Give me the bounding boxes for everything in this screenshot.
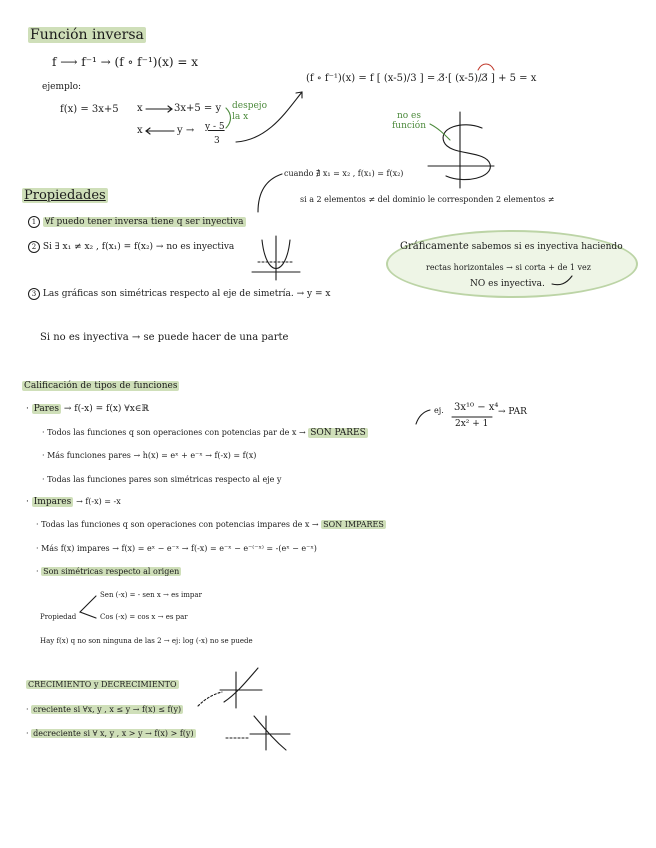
graphical-note-line3: NO es inyectiva. [470,279,545,289]
pares-example-brace [416,410,430,424]
property-2 [28,241,234,253]
creciente-line: · creciente si ∀x, y , x ≤ y → f(x) ≤ f(y) [26,705,182,714]
pares-bullet-2: · Más funciones pares → h(x) = eˣ + e⁻ˣ → f(-x) = f(x) [42,451,257,460]
function-definition: f(x) = 3x+5 [60,104,119,115]
no-funcion-arrow [430,124,450,140]
property-sen: Sen (-x) = - sen x → es impar [100,591,202,599]
increasing-graph-curve [224,668,258,702]
section-title-inverse: Función inversa [30,27,144,43]
pares-definition: → f(-x) = f(x) ∀x∈ℝ [63,404,149,414]
property-3-text: Las gráficas son simétricas respecto al eje de simetría. → y = x [42,289,331,299]
property-3 [28,288,330,300]
cuando-arrow [258,174,282,212]
despejo-note: despejo la x [232,101,268,123]
si-no-inyectiva: Si no es inyectiva → se puede hacer de una parte [40,332,289,343]
property-2-number: 2 [28,241,40,253]
pares-example-denominator: 2x² + 1 [455,419,489,429]
property-brace [80,596,96,618]
pares-label: Pares [33,404,59,414]
pares-line: · Pares → f(-x) = f(x) ∀x∈ℝ [26,404,149,414]
pares-bullet-3: · Todas las funciones pares son simétricas respecto al eje y [42,475,282,484]
map-back-from: x [137,125,143,136]
graphical-note-line1 [400,242,623,252]
impares-label: Impares [33,497,72,507]
property-3-number: 3 [28,288,40,300]
ninguna-line: Hay f(x) q no son ninguna de las 2 → ej: log (-x) no se puede [40,637,253,645]
pares-bullet-1-highlight: SON PARES [310,428,366,438]
impares-bullet-1-highlight: SON IMPARES [323,520,384,529]
section-title-properties: Propiedades [24,188,106,203]
property-1-text: ∀f puedo tener inversa tiene q ser inyectiva [44,217,244,227]
pares-bullet-1: · Todos las funciones q son operaciones con potencias par de x → SON PARES [42,428,366,438]
impares-bullet-1: · Todas las funciones q son operaciones con potencias impares de x → SON IMPARES [36,520,384,529]
property-1-number: 1 [28,216,40,228]
two-elements-note: si a 2 elementos ≠ del dominio le corresponden 2 elementos ≠ [300,195,555,204]
red-cancel-arc [478,64,494,70]
example-label: ejemplo: [42,82,82,92]
increasing-dashed-arrow [198,692,222,706]
pares-bullet-2-text: Más funciones pares → h(x) = eˣ + e⁻ˣ → f(-x) = f(x) [47,451,257,460]
pares-bullet-1-text: Todos las funciones q son operaciones con potencias par de x → [47,428,306,437]
section-title-growth: CRECIMIENTO y DECRECIMIENTO [28,680,177,689]
section-title-classification: Calificación de tipos de funciones [24,381,178,391]
map-back-fraction-num: y - 5 [205,122,225,132]
parabola-curve [262,240,290,269]
decreciente-line: · decreciente si ∀ x, y , x > y → f(x) > f(y) [26,729,194,738]
property-cos: Cos (-x) = cos x → es par [100,613,188,621]
creciente-text: creciente si ∀x, y , x ≤ y → f(x) ≤ f(y) [33,705,182,714]
s-curve-graph [443,125,490,180]
property-2-text: Si ∃ x₁ ≠ x₂ , f(x₁) = f(x₂) → no es inyectiva [42,242,235,252]
graphical-note-line1-rest: sabemos si es inyectiva haciendo [471,242,623,252]
map-back-to: y → [177,125,195,136]
property-1 [28,216,246,228]
property-label: Propiedad [40,613,77,621]
map-forward-to: 3x+5 = y [174,103,222,114]
map-back-fraction-den: 3 [214,136,220,146]
composition-result: (f ∘ f⁻¹)(x) = f [ (x-5)/3 ] = 3̸·[ (x-5)/3̸ ] + 5 = x [306,73,537,84]
impares-bullet-2-text: Más f(x) impares → f(x) = eˣ − e⁻ˣ → f(-x) = e⁻ˣ − e⁻⁽⁻ˣ⁾ = -(eˣ − e⁻ˣ) [41,544,317,553]
graphical-note-title: Gráficamente [400,241,469,252]
graphical-note-line2: rectas horizontales → si corta + de 1 vez [426,263,591,272]
map-forward-from: x [137,103,143,114]
decreciente-text: decreciente si ∀ x, y , x > y → f(x) > f(y) [33,729,194,738]
pares-example-prefix: ej. [434,406,444,415]
pares-example-result: → PAR [498,407,527,417]
decreasing-graph-curve [254,716,286,750]
impares-definition: → f(-x) = -x [76,497,121,506]
composition-definition: f ⟶ f⁻¹ → (f ∘ f⁻¹)(x) = x [52,55,199,69]
despejo-brace [226,108,231,128]
impares-line: · Impares → f(-x) = -x [26,497,121,507]
impares-bullet-3: · Son simétricas respecto al origen [36,567,180,576]
no-funcion-note: no es función [391,111,427,132]
pares-example-numerator: 3x¹⁰ − x⁴ [454,402,499,413]
impares-bullet-2: · Más f(x) impares → f(x) = eˣ − e⁻ˣ → f(-x) = e⁻ˣ − e⁻⁽⁻ˣ⁾ = -(eˣ − e⁻ˣ) [36,544,317,553]
impares-bullet-3-text: Son simétricas respecto al origen [43,567,180,576]
pares-bullet-3-text: Todas las funciones pares son simétricas respecto al eje y [47,475,282,484]
cuando-note: cuando ∄ x₁ = x₂ , f(x₁) = f(x₂) [284,169,404,178]
impares-bullet-1-text: Todas las funciones q son operaciones con potencias impares de x → [41,520,319,529]
